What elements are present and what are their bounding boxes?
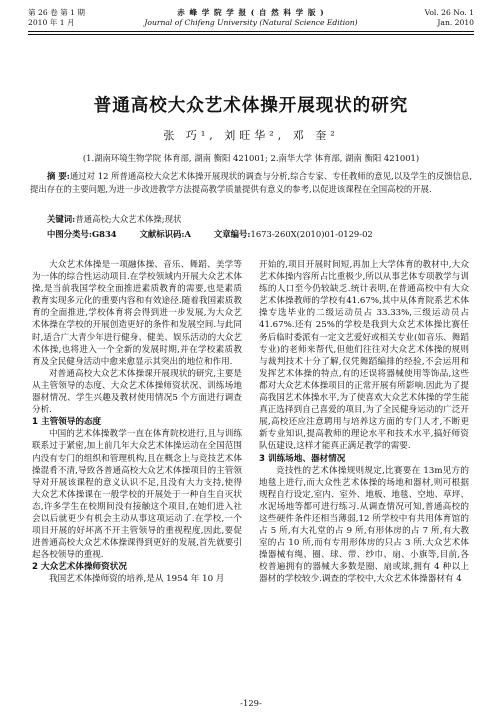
clc-label: 中图分类号: <box>47 229 92 239</box>
volume-en: Vol. 26 No. 1 <box>424 8 474 17</box>
doc-code-value: A <box>184 229 191 239</box>
header-rule-thick <box>28 31 474 32</box>
paragraph: 大众艺术体操是一项融体操、音乐、舞蹈、美学等为一体的综合性运动项目.在学校领域内开展大众艺术体操,是当前我国学校全面推进素质教育的需要,也是素质教育实现多元化的重要内容和有效途径.随着我国素质教育的全面推进,学校体育将会得到进一步发展,为大众艺术体操在学校的开展创造更好的条件和发展空间.与此同时,适合广大青少年进行健身、健美、娱乐活动的大众艺术体操,也将进入一个全新的发展时期,并在学校素质教育及全民健身活动中愈来愈显示其突出的地位和作用. <box>32 260 242 367</box>
paragraph: 我国艺术体操师资的培养,是从 1954 年 10 月 <box>49 574 225 585</box>
body-column-left <box>32 259 242 586</box>
body-column-right <box>259 259 469 586</box>
abstract-text: 通过对 12 所普通高校大众艺术体操开展现状的调查与分析,综合专家、专任教师的意见,以及学生的反馈信息,提出存在的主要问题,为进一步改进教学方法提高教学质量提供有意义的参考,以促进该课程在全国高校的开展. <box>30 171 472 195</box>
header-center <box>28 8 474 28</box>
article-no-field <box>214 228 373 240</box>
doc-code-field <box>140 228 191 240</box>
section-heading-2: 2 大众艺术体操师资状况 <box>32 562 127 573</box>
volume-cn: 第 26 卷 第 1 期 <box>28 8 85 17</box>
page-number: -129- <box>240 698 262 708</box>
date-cn: 2010 年 1 月 <box>28 18 75 27</box>
article-no-label: 文章编号: <box>213 229 251 239</box>
journal-name-cn: 赤 峰 学 院 学 报 ( 自 然 科 学 版 ) <box>177 8 325 17</box>
abstract <box>30 170 472 196</box>
keywords <box>47 213 181 225</box>
date-en: Jan. 2010 <box>437 18 474 27</box>
section-heading-3: 3 训练场地、器材情况 <box>259 453 346 464</box>
clc-value: G834 <box>91 229 117 239</box>
header-right <box>425 8 474 28</box>
authors: 张 巧¹, 刘旺华², 邓 奎² <box>163 129 339 142</box>
keywords-label: 关键词: <box>47 214 76 224</box>
journal-name-en: Journal of Chifeng University (Natural Science Edition) <box>144 18 358 27</box>
paper-title: 普通高校大众艺术体操开展现状的研究 <box>93 96 409 116</box>
doc-code-label: 文献标识码: <box>139 229 185 239</box>
section-heading-1: 1 主管领导的态度 <box>32 417 102 428</box>
header-rule-thin <box>28 34 474 35</box>
affiliation: (1.湖南环境生物学院 体育部, 湖南 衡阳 421001; 2.南华大学 体育部, 湖南 衡阳 421001) <box>82 153 420 163</box>
paragraph: 中国的艺术体操教学一直在体育院校进行,且与训练联系过于紧密,加上前几年大众艺术体操运动在全国范围内没有专门的组织和管理机构,且在概念上与竞技艺术体操混肴不清,导致各普通高校大众艺术体操项目的主管领导对开展该课程的意义认识不足,且没有大力支持,使得大众艺术体操课在一般学校的开展处于一种自生自灭状态,许多学生在校期间没有接触这个项目,在她们进入社会以后就更少有机会主动从事这项运动了.在学校,一个项目开展的好坏离不开主管领导的重视程度,因此,要促进普通高校大众艺术体操课得到更好的发展,首先就要引起各校领导的重视. <box>32 429 242 561</box>
paragraph: 竞技性的艺术体操规则规定,比赛要在 13m见方的地毯上进行,而大众性艺术体操的场地和器材,则可根据规程自行设定,室内、室外、地板、地毯、空地、草坪、水泥场地等都可进行练习.从调查情况可知,普通高校的这些硬件条件还相当薄弱,12 所学校中有共用体育馆的占 5 所,有大礼堂的占 9 所,有形体房的占 7 所,有大教室的占 10 所,而有专用形体房的只占 3 所.大众艺术体操器械有绳、圈、球、带、纱巾、扇、小旗等,目前,各校普遍拥有的器械大多数是圈、扇或球,拥有 4 种以上器材的学校较少.调查的学校中,大众艺术体操器材有 4 <box>259 465 469 585</box>
clc-field <box>47 228 117 240</box>
paragraph: 开始的,项目开展时间短,再加上大学体育的教材中,大众艺术体操内容所占比重极少,所以从事艺体专项教学与训练的人口至今仍较缺乏.统计表明,在普通高校中有大众艺术体操教师的学校有41.67%,其中从体育院系艺术体操专选毕业的二级运动员占 33.33%,三级运动员占 41.67%.还有 25%的学校是我到大众艺术体操比赛任务后临时委派有一定文艺爱好或相关专业(如音乐、舞蹈专业)的老师来帮代,但他们往往对大众艺术体操的规则与裁判技术十分了解,仅凭舞蹈编排的经验,不会运用和发挥艺术体操的特点,有的还误将器械使用等饰品,这些都对大众艺术体操项目的正常开展有所影响.因此为了提高我国艺术体操水平,为了使喜欢大众艺术体操的学生能真正选择到自己喜爱的项目,为了全民健身运动的广泛开展,高校还应注意聘用与培养这方面的专门人才,不断更新专业知识,提高教师的理论水平和技术水平,搞好师资队伍建设,这样才能真正满足教学的需要. <box>259 260 469 452</box>
classification-line <box>47 228 472 240</box>
keywords-text: 普通高校;大众艺术体操;现状 <box>75 214 182 224</box>
abstract-label: 摘 要: <box>47 171 70 181</box>
paragraph: 对普通高校大众艺术体操课开展现状的研究,主要是从主管领导的态度、大众艺术体操师资状况、训练场地器材情况、学生兴趣及教材使用情况5 个方面进行调查分析. <box>32 368 242 416</box>
article-no-value: 1673-260X(2010)01-0129-02 <box>250 229 373 239</box>
